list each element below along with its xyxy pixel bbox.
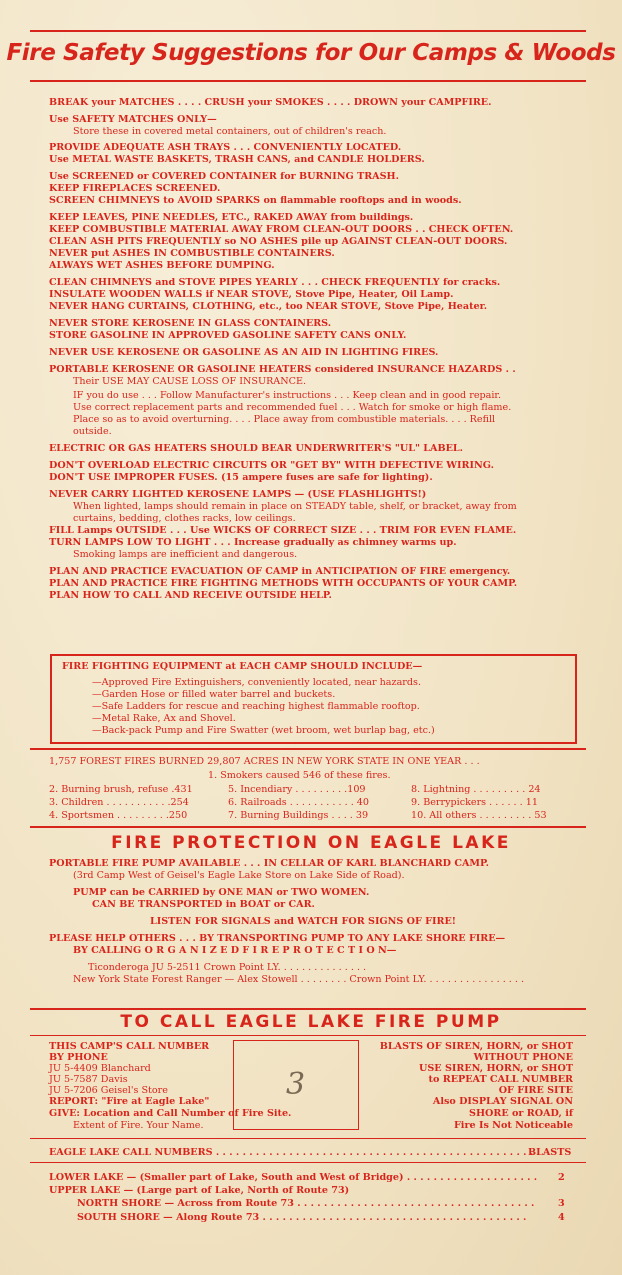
- callpump-right-line: Fire Is Not Noticeable: [454, 1120, 573, 1131]
- stats-cell: 7. Burning Buildings . . . . 39: [228, 810, 369, 821]
- equipment-item: —Safe Ladders for rescue and reaching highest flammable rooftop.: [92, 701, 420, 712]
- callpump-left-line: REPORT: "Fire at Eagle Lake": [49, 1096, 210, 1107]
- suggestion-line: Use SAFETY MATCHES ONLY—: [49, 114, 217, 125]
- callpump-right-line: OF FIRE SITE: [498, 1085, 573, 1096]
- page-title: Fire Safety Suggestions for Our Camps & Woods: [6, 40, 616, 66]
- callpump-heading: TO CALL EAGLE LAKE FIRE PUMP: [120, 1012, 502, 1032]
- equipment-item: —Metal Rake, Ax and Shovel.: [92, 713, 236, 724]
- callnumber-row-blasts: 2: [558, 1172, 565, 1183]
- callpump-right-line: WITHOUT PHONE: [473, 1052, 573, 1063]
- suggestion-line: BREAK your MATCHES . . . . CRUSH your SMOKES . . . . DROWN your CAMPFIRE.: [49, 97, 492, 108]
- callpump-left-line: BY PHONE: [49, 1052, 108, 1063]
- callpump-right-line: Also DISPLAY SIGNAL ON: [432, 1096, 573, 1107]
- suggestion-line: SCREEN CHIMNEYS to AVOID SPARKS on flammable rooftops and in woods.: [49, 195, 462, 206]
- suggestion-line: ELECTRIC OR GAS HEATERS SHOULD BEAR UNDERWRITER'S "UL" LABEL.: [49, 443, 463, 454]
- protection-line: Ticonderoga JU 5-2511 Crown Point LY. . . . . . . . . . . . . . .: [88, 962, 367, 973]
- callpump-left-line: Extent of Fire. Your Name.: [73, 1120, 204, 1131]
- protection-line: PLEASE HELP OTHERS . . . BY TRANSPORTING PUMP TO ANY LAKE SHORE FIRE—: [49, 933, 506, 944]
- camp-number-box: [233, 1040, 359, 1130]
- protection-line: BY CALLING O R G A N I Z E D F I R E P R O T E C T I O N—: [73, 945, 397, 956]
- suggestion-line: curtains, bedding, clothes racks, low ceilings.: [73, 513, 296, 524]
- suggestion-line: PORTABLE KEROSENE OR GASOLINE HEATERS considered INSURANCE HAZARDS . .: [49, 364, 516, 375]
- stats-rule: [30, 748, 586, 750]
- stats-cell: 5. Incendiary . . . . . . . . .109: [228, 784, 366, 795]
- suggestion-line: ALWAYS WET ASHES BEFORE DUMPING.: [49, 260, 275, 271]
- equipment-item: —Approved Fire Extinguishers, conveniently located, near hazards.: [92, 677, 422, 688]
- suggestion-line: STORE GASOLINE IN APPROVED GASOLINE SAFETY CANS ONLY.: [49, 330, 407, 341]
- callpump-left-line: THIS CAMP'S CALL NUMBER: [49, 1041, 210, 1052]
- callnumbers-subrule: [30, 1162, 586, 1163]
- suggestion-line: NEVER HANG CURTAINS, CLOTHING, etc., too NEAR STOVE, Stove Pipe, Heater.: [49, 301, 488, 312]
- suggestion-line: PLAN AND PRACTICE FIRE FIGHTING METHODS WITH OCCUPANTS OF YOUR CAMP.: [49, 578, 518, 589]
- suggestion-line: FILL Lamps OUTSIDE . . . Use WICKS OF CORRECT SIZE . . . TRIM FOR EVEN FLAME.: [49, 525, 517, 536]
- protection-heading: FIRE PROTECTION ON EAGLE LAKE: [111, 833, 511, 853]
- suggestion-line: KEEP LEAVES, PINE NEEDLES, ETC., RAKED AWAY from buildings.: [49, 212, 414, 223]
- callnumber-row-blasts: 3: [558, 1198, 565, 1209]
- suggestion-line: CLEAN ASH PITS FREQUENTLY so NO ASHES pile up AGAINST CLEAN-OUT DOORS.: [49, 236, 508, 247]
- stats-cell: 2. Burning brush, refuse .431: [49, 784, 193, 795]
- callnumber-row-blasts: 4: [558, 1212, 565, 1223]
- callnumber-row-label: UPPER LAKE — (Large part of Lake, North of Route 73): [49, 1185, 350, 1196]
- suggestion-line: Store these in covered metal containers, out of children's reach.: [73, 126, 387, 137]
- protection-line: New York State Forest Ranger — Alex Stowell . . . . . . . . Crown Point LY. . . . . . . . . . . . . . . . .: [73, 974, 525, 985]
- suggestion-line: PROVIDE ADEQUATE ASH TRAYS . . . CONVENIENTLY LOCATED.: [49, 142, 402, 153]
- callnumber-row-label: SOUTH SHORE — Along Route 73 . . . . . . . . . . . . . . . . . . . . . . . . . . . . . . . . . . . . . . . .: [77, 1212, 527, 1223]
- protection-line: (3rd Camp West of Geisel's Eagle Lake Store on Lake Side of Road).: [73, 870, 405, 881]
- equipment-item: —Garden Hose or filled water barrel and buckets.: [92, 689, 336, 700]
- callpump-rule: [30, 1008, 586, 1010]
- stats-cell: 4. Sportsmen . . . . . . . . .250: [49, 810, 188, 821]
- callpump-left-line: JU 5-4409 Blanchard: [49, 1063, 151, 1074]
- suggestion-line: PLAN AND PRACTICE EVACUATION OF CAMP in ANTICIPATION OF FIRE emergency.: [49, 566, 511, 577]
- callnumbers-blasts-label: BLASTS: [528, 1147, 572, 1158]
- stats-headline: 1,757 FOREST FIRES BURNED 29,807 ACRES IN NEW YORK STATE IN ONE YEAR . . .: [49, 756, 480, 767]
- title-rule: [30, 80, 586, 82]
- stats-cell: 3. Children . . . . . . . . . . .254: [49, 797, 189, 808]
- suggestion-line: When lighted, lamps should remain in place on STEADY table, shelf, or bracket, away from: [73, 501, 517, 512]
- callpump-right-line: BLASTS OF SIREN, HORN, or SHOT: [379, 1041, 573, 1052]
- suggestion-line: Place so as to avoid overturning. . . . Place away from combustible materials. . . . Refill: [73, 414, 496, 425]
- suggestion-line: NEVER CARRY LIGHTED KEROSENE LAMPS — (USE FLASHLIGHTS!): [49, 489, 427, 500]
- callpump-right-line: USE SIREN, HORN, or SHOT: [419, 1063, 573, 1074]
- callpump-subrule: [30, 1035, 586, 1036]
- equipment-heading: FIRE FIGHTING EQUIPMENT at EACH CAMP SHOULD INCLUDE—: [62, 661, 423, 672]
- suggestion-line: TURN LAMPS LOW TO LIGHT . . . Increase gradually as chimney warms up.: [49, 537, 457, 548]
- camp-number: 3: [286, 1067, 306, 1102]
- stats-cell: 9. Berrypickers . . . . . . 11: [411, 797, 538, 808]
- suggestion-line: Smoking lamps are inefficient and dangerous.: [73, 549, 298, 560]
- callpump-right-line: SHORE or ROAD, if: [469, 1108, 573, 1119]
- stats-cell: 6. Railroads . . . . . . . . . . . 40: [228, 797, 369, 808]
- equipment-box: [50, 654, 577, 744]
- callpump-left-line: JU 5-7206 Geisel's Store: [49, 1085, 168, 1096]
- suggestion-line: outside.: [73, 426, 112, 437]
- callnumbers-header: EAGLE LAKE CALL NUMBERS . . . . . . . . . . . . . . . . . . . . . . . . . . . . . . . . . . . . . . . . . . . . . . . . .: [49, 1147, 540, 1158]
- suggestion-line: NEVER put ASHES IN COMBUSTIBLE CONTAINERS.: [49, 248, 335, 259]
- suggestion-line: NEVER USE KEROSENE OR GASOLINE AS AN AID IN LIGHTING FIRES.: [49, 347, 439, 358]
- suggestion-line: KEEP COMBUSTIBLE MATERIAL AWAY FROM CLEAN-OUT DOORS . . CHECK OFTEN.: [49, 224, 514, 235]
- protection-rule: [30, 826, 586, 828]
- protection-line: PUMP can be CARRIED by ONE MAN or TWO WOMEN.: [73, 887, 370, 898]
- protection-line: LISTEN FOR SIGNALS and WATCH FOR SIGNS OF FIRE!: [150, 916, 456, 927]
- callnumber-row-label: NORTH SHORE — Across from Route 73 . . . . . . . . . . . . . . . . . . . . . . . . . . . . . . . . . . . .: [77, 1198, 535, 1209]
- suggestion-line: DON'T OVERLOAD ELECTRIC CIRCUITS OR "GET BY" WITH DEFECTIVE WIRING.: [49, 460, 494, 471]
- suggestion-line: NEVER STORE KEROSENE IN GLASS CONTAINERS.: [49, 318, 332, 329]
- stats-cell: 8. Lightning . . . . . . . . . 24: [411, 784, 541, 795]
- suggestion-line: IF you do use . . . Follow Manufacturer's instructions . . . Keep clean and in good repair.: [73, 390, 502, 401]
- callpump-left-line: JU 5-7587 Davis: [49, 1074, 128, 1085]
- suggestion-line: Their USE MAY CAUSE LOSS OF INSURANCE.: [73, 376, 307, 387]
- suggestion-line: KEEP FIREPLACES SCREENED.: [49, 183, 221, 194]
- suggestion-line: Use METAL WASTE BASKETS, TRASH CANS, and CANDLE HOLDERS.: [49, 154, 425, 165]
- protection-line: CAN BE TRANSPORTED in BOAT or CAR.: [92, 899, 315, 910]
- suggestion-line: PLAN HOW TO CALL AND RECEIVE OUTSIDE HELP.: [49, 590, 332, 601]
- suggestion-line: CLEAN CHIMNEYS and STOVE PIPES YEARLY . . . CHECK FREQUENTLY for cracks.: [49, 277, 501, 288]
- callpump-left-line: GIVE: Location and Call Number of Fire Site.: [49, 1108, 292, 1119]
- suggestion-line: Use SCREENED or COVERED CONTAINER for BURNING TRASH.: [49, 171, 399, 182]
- suggestion-line: INSULATE WOODEN WALLS if NEAR STOVE, Stove Pipe, Heater, Oil Lamp.: [49, 289, 454, 300]
- callpump-right-line: to REPEAT CALL NUMBER: [428, 1074, 573, 1085]
- callnumber-row-label: LOWER LAKE — (Smaller part of Lake, South and West of Bridge) . . . . . . . . . . . . . . . . . . . .: [49, 1172, 538, 1183]
- suggestion-line: DON'T USE IMPROPER FUSES. (15 ampere fuses are safe for lighting).: [49, 472, 433, 483]
- suggestion-line: Use correct replacement parts and recommended fuel . . . Watch for smoke or high flame.: [73, 402, 512, 413]
- top-rule: [30, 30, 586, 32]
- stats-line1: 1. Smokers caused 546 of these fires.: [208, 770, 391, 781]
- callnumbers-rule: [30, 1138, 586, 1139]
- protection-line: PORTABLE FIRE PUMP AVAILABLE . . . IN CELLAR OF KARL BLANCHARD CAMP.: [49, 858, 489, 869]
- equipment-item: —Back-pack Pump and Fire Swatter (wet broom, wet burlap bag, etc.): [92, 725, 435, 736]
- stats-cell: 10. All others . . . . . . . . . 53: [411, 810, 547, 821]
